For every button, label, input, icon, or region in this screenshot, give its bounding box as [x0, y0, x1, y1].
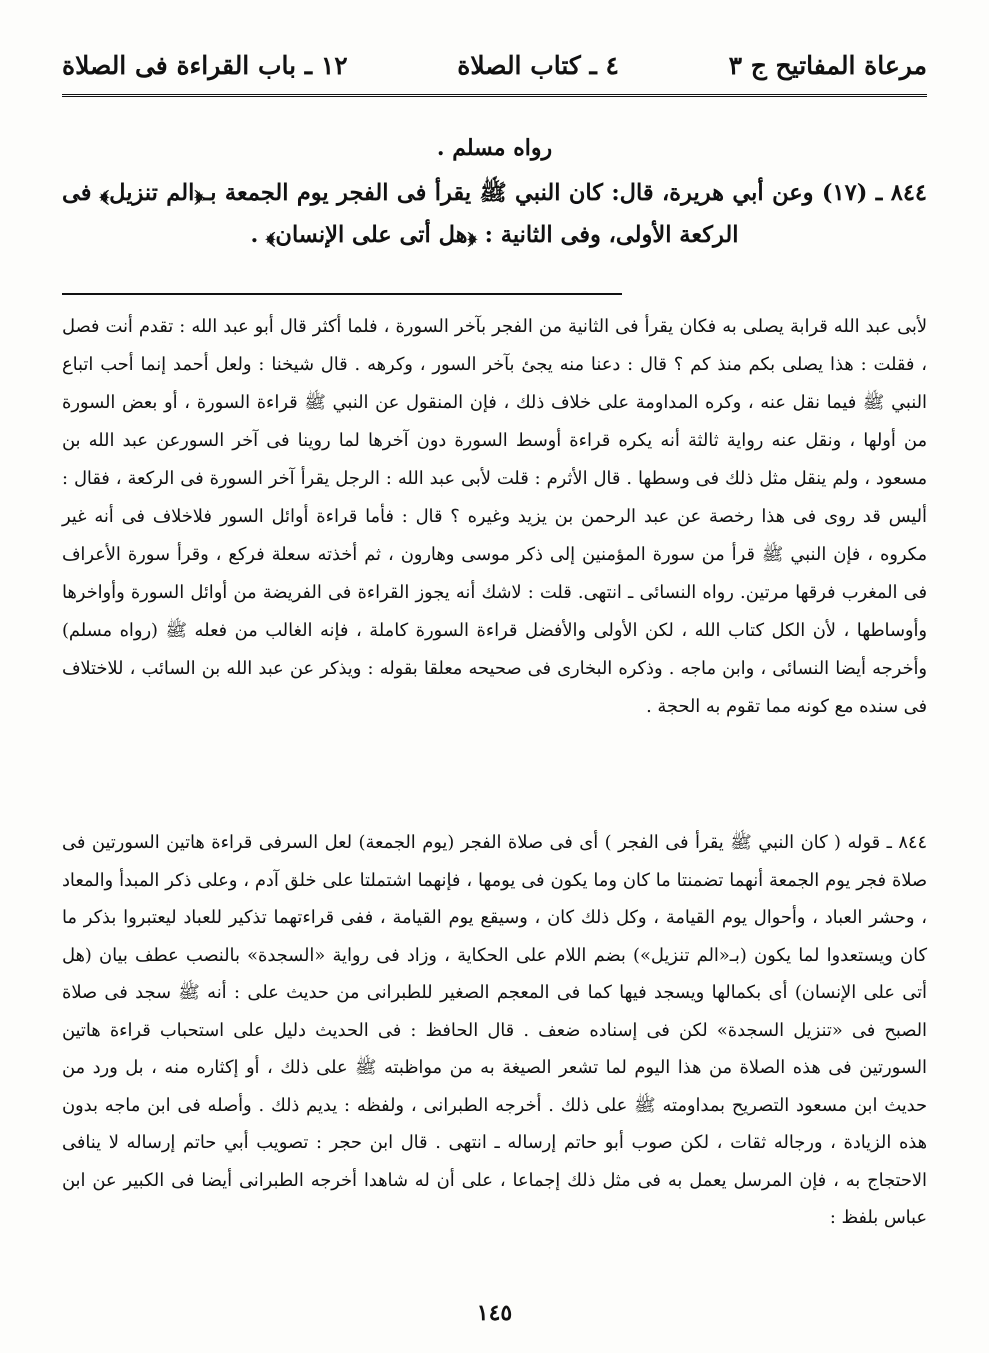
- page-number: ١٤٥: [476, 1300, 513, 1326]
- narration-line: رواه مسلم .: [436, 135, 553, 161]
- commentary-paragraph: ٨٤٤ ـ قوله ( كان النبي ﷺ يقرأ فى الفجر ) أى فى صلاة الفجر (يوم الجمعة) لعل السرفى قراءة هاتين السورتين فى صلاة فجر يوم الجمعة أنهما تضمنتا ما كان وما يكون فى يومها ، فإنهما اشتملتا على خلق آدم ، وعلى ذكر المبدأ والمعاد ، وحشر العباد ، وأحوال يوم القيامة ، وكل ذلك كان ، وسيقع يوم القيامة ، ففى قراءتهما تذكير للعباد ليعتبروا بذكر ما كان ويستعدوا لما يكون (بـ«الم تنزيل») بضم اللام على الحكاية ، وزاد فى رواية «السجدة» بالنصب عطف بيان (هل أتى على الإنسان) أى بكمالها ويسجد فيها كما فى المعجم الصغير للطبرانى من حديث على : أنه ﷺ سجد فى صلاة الصبح فى «تنزيل السجدة» لكن فى إسناده ضعف . قال الحافظ : فى الحديث دليل على استحباب قراءة هاتين السورتين فى هذه الصلاة من هذا اليوم لما تشعر الصيغة به من مواظبته ﷺ على ذلك ، أو إكثاره منه ، بل ورد من حديث ابن مسعود التصريح بمداومته ﷺ على ذلك . أخرجه الطبرانى ، ولفظه : يديم ذلك . وأصله فى ابن ماجه بدون هذه الزيادة ، ورجاله ثقات ، لكن صوب أبو حاتم إرساله ـ انتهى . قال ابن حجر : تصويب أبي حاتم إرساله لا ينافى الاحتجاج به ، فإن المرسل يعمل به فى مثل ذلك إجماعا ، على أن له شاهدا أخرجه الطبرانى أيضا فى الكبير عن ابن عباس بلفظ :: [62, 832, 927, 1228]
- header-book-title: مرعاة المفاتيح ج ٣: [728, 50, 927, 80]
- header-kitab-title: ٤ ـ كتاب الصلاة: [457, 50, 619, 80]
- commentary-paragraph: لأبى عبد الله قرابة يصلى به فكان يقرأ فى الثانية من الفجر بآخر السورة ، فلما أكثر قال أبو عبد الله : تقدم أنت فصل ، فقلت : هذا يصلى بكم منذ كم ؟ قال : دعنا منه يجئ بآخر السور ، وكرهه . قال شيخنا : ولعل أحمد إنما أحب اتباع النبي ﷺ فيما نقل عنه ، وكره المداومة على خلاف ذلك ، فإن المنقول عن النبي ﷺ قراءة السورة ، أو بعض السورة من أولها ، ونقل عنه رواية ثالثة أنه يكره قراءة أوسط السورة دون آخرها لما روينا فى آخر السورعن عبد الله بن مسعود ، ولم ينقل مثل ذلك فى وسطها . قال الأثرم : قلت لأبى عبد الله : الرجل يقرأ آخر السورة فى الركعة ، فقال : أليس قد روى فى هذا رخصة عن عبد الرحمن بن يزيد وغيره ؟ قال : فأما قراءة أوائل السور فلاخلاف فى أنه غير مكروه ، فإن النبي ﷺ قرأ من سورة المؤمنين إلى ذكر موسى وهارون ، ثم أخذته سعلة فركع ، وقرأ سورة الأعراف فى المغرب فرقها مرتين. رواه النسائى ـ انتهى. قلت : لاشك أنه يجوز القراءة فى الفريضة من أوائل السورة وأواخرها وأوساطها ، لأن الكل كتاب الله ، لكن الأولى والأفضل قراءة السورة كاملة ، فإنه الغالب من فعله ﷺ (رواه مسلم) وأخرجه أيضا النسائى ، وابن ماجه . وذكره البخارى فى صحيحه معلقا بقوله : ويذكر عن عبد الله بن السائب ، للاختلاف فى سنده مع كونه مما تقوم به الحجة .: [62, 316, 927, 717]
- commentary-844: [62, 824, 927, 1237]
- header-rule: [62, 94, 927, 101]
- matn-block: [62, 130, 927, 256]
- commentary-continued: [62, 308, 927, 726]
- header-chapter-title: ١٢ ـ باب القراءة فى الصلاة: [62, 50, 348, 80]
- running-header: [62, 40, 927, 90]
- footnote-separator: [62, 293, 622, 295]
- hadith-text: ٨٤٤ ـ (١٧) وعن أبي هريرة، قال: كان النبي ﷺ يقرأ فى الفجر يوم الجمعة بـ﴿الم تنزيل﴾ فى الركعة الأولى، وفى الثانية : ﴿هل أتى على الإنسان﴾ .: [62, 180, 927, 248]
